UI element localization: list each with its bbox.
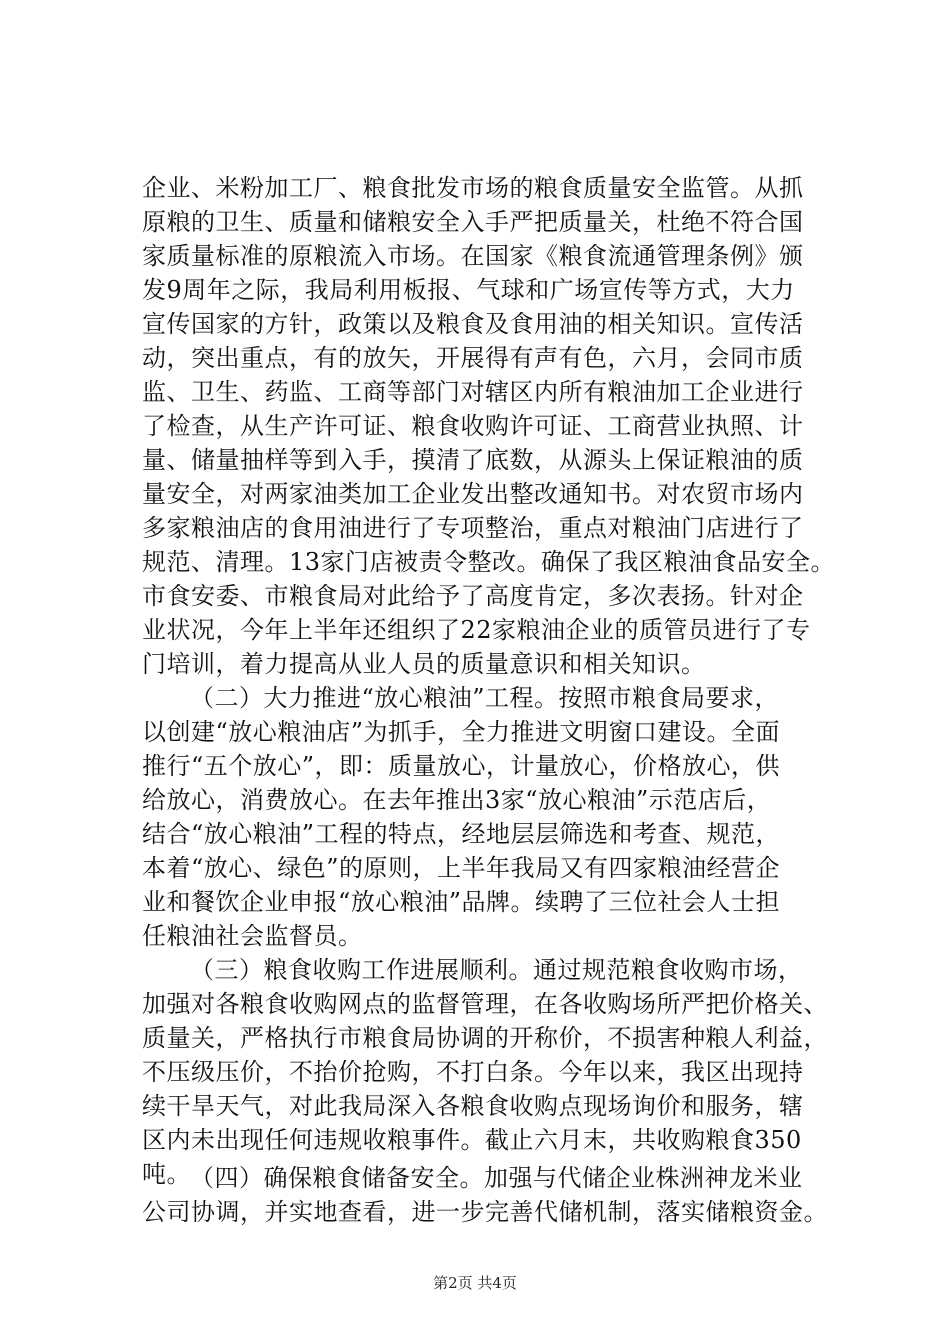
text-line: 本着“放心、绿色”的原则，上半年我局又有四家粮油经营企 — [142, 854, 781, 882]
text-line: 宣传国家的方针，政策以及粮食及食用油的相关知识。宣传活 — [142, 310, 804, 338]
text-line: 量安全，对两家油类加工企业发出整改通知书。对农贸市场内 — [142, 480, 804, 508]
page-footer: 第2页 共4页 — [433, 1274, 517, 1292]
paragraph-heading: （三）粮食收购工作进展顺利。通过规范粮食收购市场， — [190, 956, 803, 984]
text-line: 了检查，从生产许可证、粮食收购许可证、工商营业执照、计 — [142, 412, 804, 440]
text-line: 质量关，严格执行市粮食局协调的开称价，不损害种粮人利益， — [142, 1024, 828, 1052]
text-line: 量、储量抽样等到入手，摸清了底数，从源头上保证粮油的质 — [142, 446, 804, 474]
paragraph-heading: （二）大力推进“放心粮油”工程。按照市粮食局要求， — [190, 684, 780, 712]
text-line: 不压级压价，不抬价抢购，不打白条。今年以来，我区出现持 — [142, 1058, 804, 1086]
text-line: 加强对各粮食收购网点的监督管理，在各收购场所严把价格关、 — [142, 990, 828, 1018]
text-line: 区内未出现任何违规收粮事件。截止六月末，共收购粮食350 — [142, 1126, 802, 1154]
text-line: 业和餐饮企业申报“放心粮油”品牌。续聘了三位社会人士担 — [142, 888, 781, 916]
text-line: 业状况，今年上半年还组织了22家粮油企业的质管员进行了专 — [142, 616, 811, 644]
text-line: 公司协调，并实地查看，进一步完善代储机制，落实储粮资金。 — [142, 1198, 828, 1226]
text-line: 规范、清理。13家门店被责令整改。确保了我区粮油食品安全。 — [142, 548, 836, 576]
text-line: 原粮的卫生、质量和储粮安全入手严把质量关，杜绝不符合国 — [142, 208, 804, 236]
text-line: 续干旱天气，对此我局深入各粮食收购点现场询价和服务，辖 — [142, 1092, 804, 1120]
text-line: 结合“放心粮油”工程的特点，经地层层筛选和考查、规范， — [142, 820, 781, 848]
text-line: 动，突出重点，有的放矢，开展得有声有色，六月，会同市质 — [142, 344, 804, 372]
text-line: 任粮油社会监督员。 — [142, 922, 363, 950]
paragraph-heading: （四）确保粮食储备安全。加强与代储企业株洲神龙米业 — [190, 1164, 803, 1192]
text-line: 给放心，消费放心。在去年推出3家“放心粮油”示范店后， — [142, 786, 772, 814]
text-line: 多家粮油店的食用油进行了专项整治，重点对粮油门店进行了 — [142, 514, 804, 542]
text-line: 以创建“放心粮油店”为抓手，全力推进文明窗口建设。全面 — [142, 718, 781, 746]
text-line: 企业、米粉加工厂、粮食批发市场的粮食质量安全监管。从抓 — [142, 174, 804, 202]
text-line: 门培训，着力提高从业人员的质量意识和相关知识。 — [142, 650, 706, 678]
text-line: 推行“五个放心”，即：质量放心，计量放心，价格放心，供 — [142, 752, 781, 780]
text-line: 监、卫生、药监、工商等部门对辖区内所有粮油加工企业进行 — [142, 378, 804, 406]
text-line: 发9周年之际，我局利用板报、气球和广场宣传等方式，大力 — [142, 276, 795, 304]
text-line: 市食安委、市粮食局对此给予了高度肯定，多次表扬。针对企 — [142, 582, 804, 610]
text-line: 家质量标准的原粮流入市场。在国家《粮食流通管理条例》颁 — [142, 242, 804, 270]
text-line: 吨。 — [142, 1160, 191, 1188]
